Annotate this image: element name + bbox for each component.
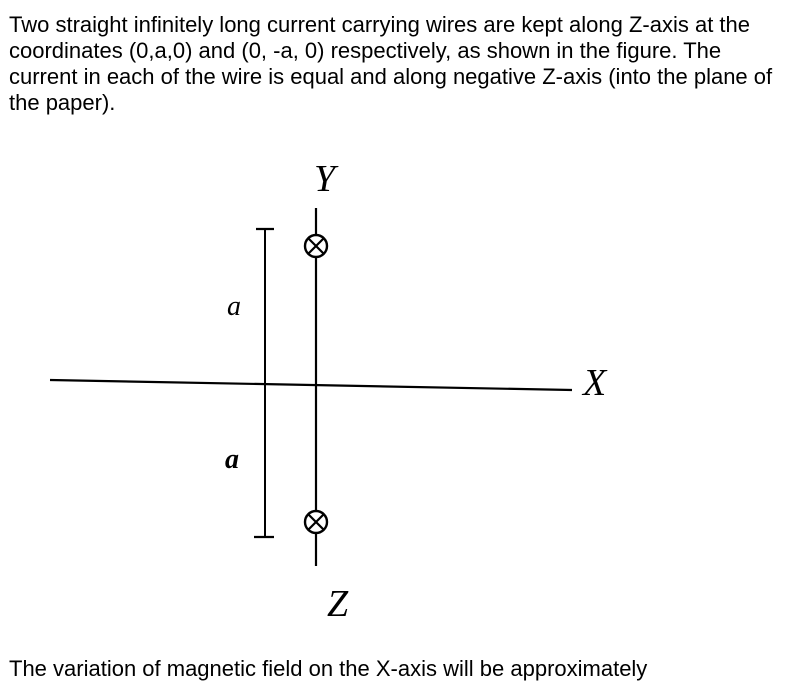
question-prompt: The variation of magnetic field on the X-axis will be approximately	[9, 656, 648, 681]
x-axis-line	[50, 380, 572, 390]
lower-dimension-label: a	[225, 444, 239, 475]
upper-dimension-label: a	[227, 291, 241, 322]
y-axis-label: Y	[314, 158, 336, 200]
x-axis-label: X	[583, 362, 607, 404]
z-axis-label: Z	[327, 583, 349, 625]
lower-wire-into-page-icon	[305, 511, 327, 533]
question-text: Two straight infinitely long current carrying wires are kept along Z-axis at the coordinates (0,a,0) and (0, -a, 0) respectively, as shown in the figure. The current in each of the wire is equal and along negative Z-axis (into the plane of the paper).	[9, 12, 773, 115]
upper-wire-into-page-icon	[305, 235, 327, 257]
